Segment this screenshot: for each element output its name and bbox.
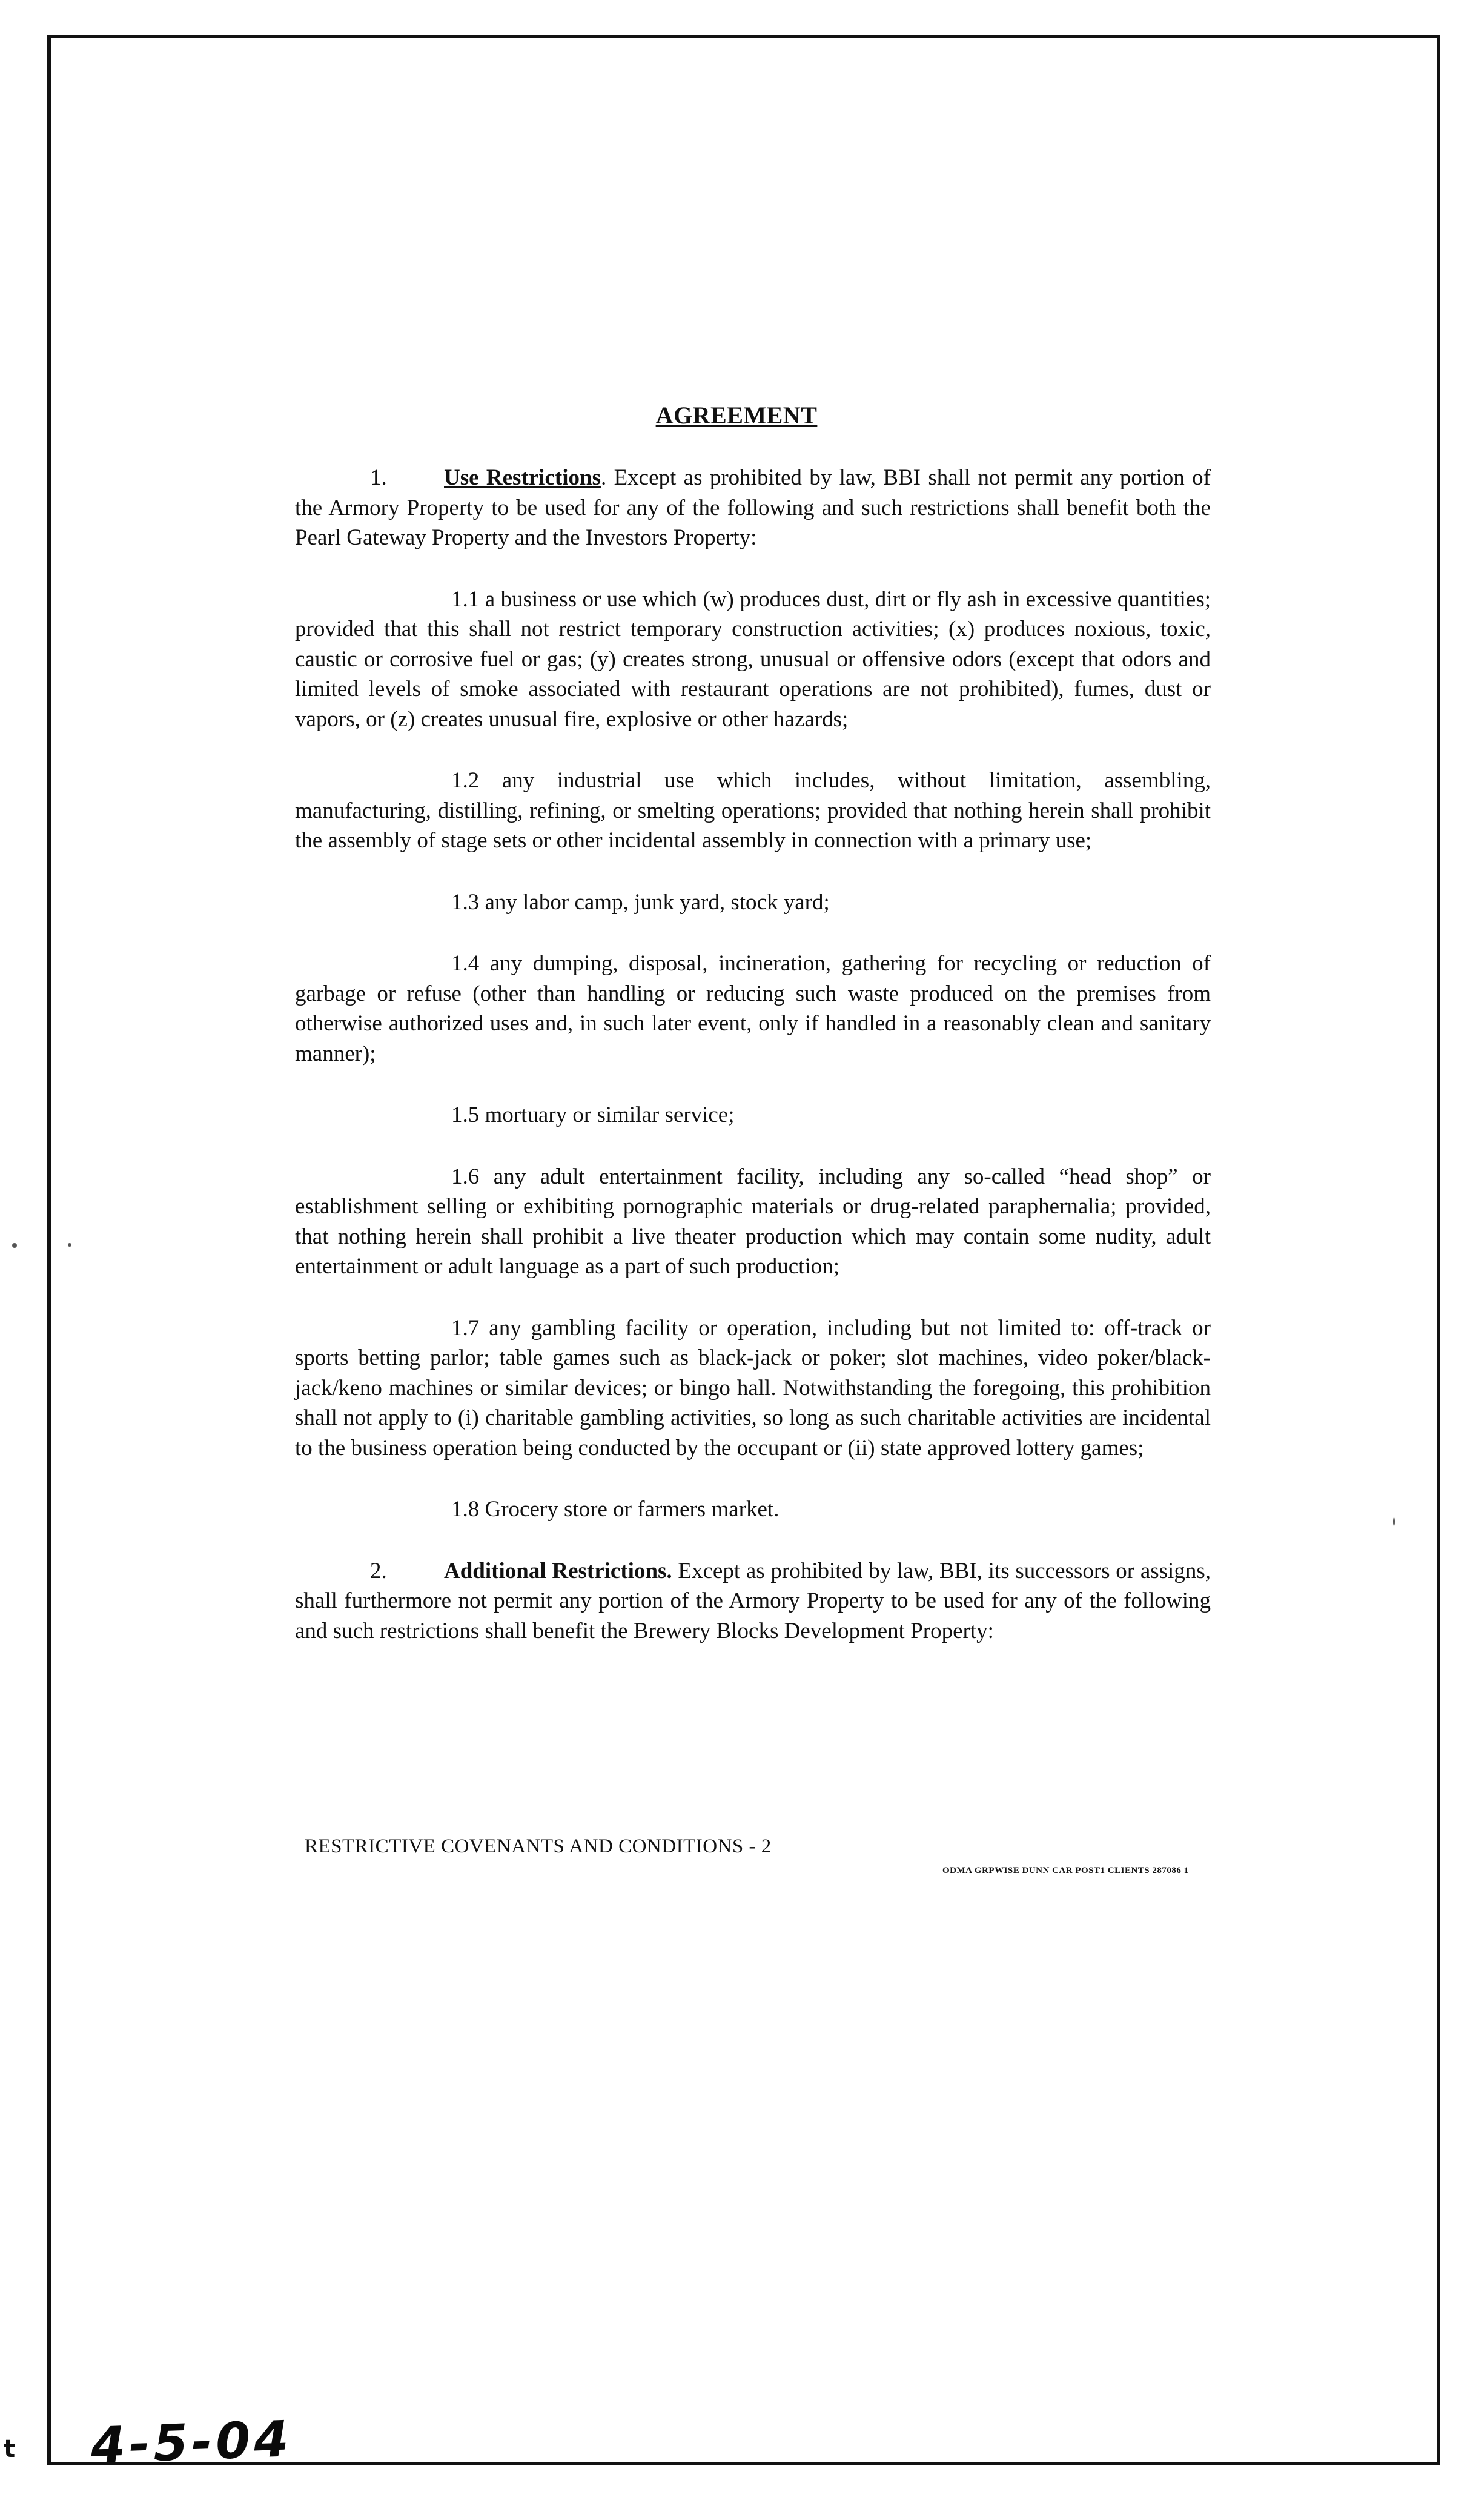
handwritten-date: 4-5-04 (90, 2410, 293, 2475)
section-1-number: 1. (370, 465, 387, 490)
subitem-1-3: 1.3 any labor camp, junk yard, stock yard; (451, 889, 830, 915)
margin-mark: t (4, 2435, 16, 2463)
subitem-1-6: 1.6 any adult entertainment facility, including any so-called “head shop” or establishment selling or exhibiting pornographic materials or drug-related paraphernalia; provided, that nothing herein shall prohibit a live theater production which may contain some nudity, adult entertainment or adult language as a part of such production; (295, 1164, 1211, 1279)
section-2-heading: Additional Restrictions. (444, 1558, 672, 1583)
subitem-1-8: 1.8 Grocery store or farmers market. (451, 1497, 780, 1522)
document-id: ODMA GRPWISE DUNN CAR POST1 CLIENTS 287086 1 (942, 1866, 1189, 1875)
page-footer: RESTRICTIVE COVENANTS AND CONDITIONS - 2 (305, 1835, 772, 1857)
section-2-number: 2. (370, 1558, 387, 1583)
section-1-heading: Use Restrictions (444, 465, 601, 490)
subitem-1-5: 1.5 mortuary or similar service; (451, 1102, 735, 1127)
subitem-1-4: 1.4 any dumping, disposal, incineration, gathering for recycling or reduction of garbage or refuse (other than handling or reducing such waste produced on the premises from otherwise authorized uses and, in such later event, only if handled in a reasonably clean and sanitary manner); (295, 951, 1211, 1066)
subitem-1-7: 1.7 any gambling facility or operation, including but not limited to: off-track or sports betting parlor; table games such as black-jack or poker; slot machines, video poker/black-jack/keno machines or similar devices; or bingo hall. Notwithstanding the foregoing, this prohibition shall not apply to (i) charitable gambling activities, so long as such charitable activities are incidental to the business operation being conducted by the occupant or (ii) state approved lottery games; (295, 1315, 1211, 1461)
document-title: AGREEMENT (655, 402, 818, 429)
section-1-heading-suffix: . (600, 465, 607, 490)
section-2-text: Except as prohibited by law, BBI, its successors or assigns, shall furthermore not permit any portion of the Armory Property to be used for any of the following and such restrictions shall benefit the Brewery Blocks Development Property: (295, 1558, 1211, 1643)
section-1-text: Except as prohibited by law, BBI shall not permit any portion of the Armory Property to be used for any of the following and such restrictions shall benefit both the Pearl Gateway Property and the Investors Property: (295, 465, 1211, 550)
scan-speck (1393, 1517, 1395, 1526)
scan-speck (12, 1243, 17, 1248)
document-body (295, 463, 1211, 1677)
section-2 (295, 1556, 1211, 1646)
section-1 (295, 463, 1211, 553)
subitem-1-2: 1.2 any industrial use which includes, without limitation, assembling, manufacturing, distilling, refining, or smelting operations; provided that nothing herein shall prohibit the assembly of stage sets or other incidental assembly in connection with a primary use; (295, 768, 1211, 853)
scan-speck (68, 1243, 71, 1247)
subitem-1-1: 1.1 a business or use which (w) produces dust, dirt or fly ash in excessive quantities; provided that this shall not restrict temporary construction activities; (x) produces noxious, toxic, caustic or corrosive fuel or gas; (y) creates strong, unusual or offensive odors (except that odors and limited levels of smoke associated with restaurant operations are not prohibited), fumes, dust or vapors, or (z) creates unusual fire, explosive or other hazards; (295, 586, 1211, 732)
